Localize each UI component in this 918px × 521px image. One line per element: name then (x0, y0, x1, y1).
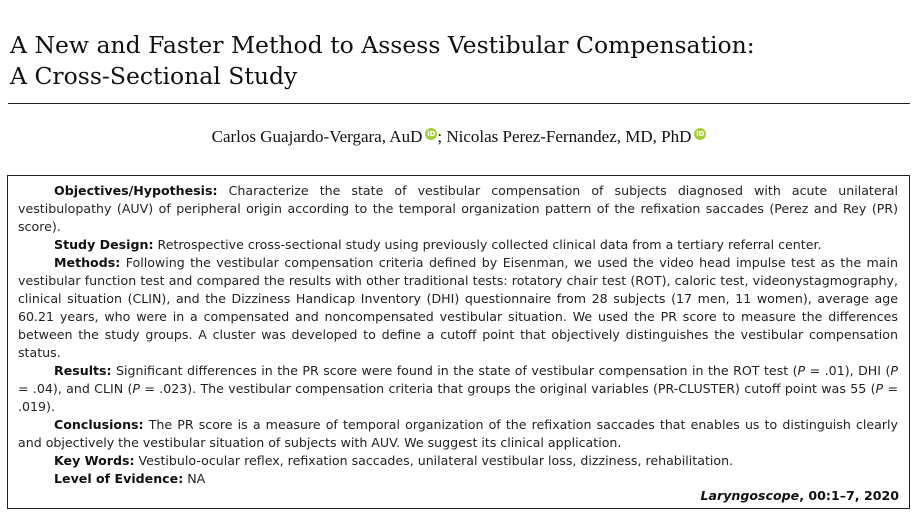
keywords-text: Vestibulo-ocular reflex, refixation saccades, unilateral vestibular loss, dizziness, rehabilitation. (134, 453, 734, 468)
results-text: = .04), and CLIN ( (18, 381, 133, 396)
results-text: = .01), DHI ( (805, 363, 891, 378)
p-symbol: P (875, 381, 884, 396)
results-text: = .019). (18, 381, 898, 414)
evidence-label: Level of Evidence: (54, 471, 184, 486)
journal-citation (700, 488, 899, 503)
orcid-icon[interactable]: iD (696, 130, 705, 138)
results-text: Significant differences in the PR score were found in the state of vestibular compensation in the ROT test ( (111, 363, 798, 378)
objectives-text: Characterize the state of vestibular compensation of subjects diagnosed with acute unilateral vestibulopathy (AUV) of peripheral origin according to the temporal organization pattern of the refixation saccades (Perez and Rey (PR) score). (18, 183, 898, 234)
author-separator: ; (437, 127, 447, 146)
conclusions-label: Conclusions: (54, 417, 144, 432)
author-list (0, 127, 918, 147)
p-symbol: P (797, 363, 806, 378)
title-divider (8, 103, 910, 104)
methods-label: Methods: (54, 255, 121, 270)
objectives-paragraph (18, 182, 898, 236)
author-name: Nicolas Perez-Fernandez, MD, PhD (446, 127, 692, 146)
p-symbol: P (132, 381, 140, 396)
orcid-icon[interactable]: iD (427, 130, 436, 138)
article-title (10, 30, 910, 92)
results-label: Results: (54, 363, 112, 378)
author-name: Carlos Guajardo-Vergara, AuD (211, 127, 423, 146)
results-text: = .023). The vestibular compensation criteria that groups the original variables (PR-CLUSTER) cutoff point was 55 ( (139, 381, 876, 396)
conclusions-paragraph (18, 416, 898, 452)
design-label: Study Design: (54, 237, 154, 252)
evidence-text: NA (183, 471, 206, 486)
abstract-box (7, 175, 910, 509)
design-paragraph (18, 236, 898, 254)
citation-details: , 00:1–7, 2020 (799, 488, 899, 503)
methods-text: Following the vestibular compensation criteria defined by Eisenman, we used the video head impulse test as the main vestibular function test and compared the results with other traditional tests: rotatory chair test (ROT), caloric test, videonystagmography, clinical situation (CLIN), and the Dizziness Handicap Inventory (DHI) questionnaire from 28 subjects (17 men, 11 women), average age 60.21 years, who were in a compensated and noncompensated vestibular situation. We used the PR score to measure the differences between the study groups. A cluster was developed to define a cutoff point that objectively distinguishes the vestibular compensation status. (18, 255, 898, 360)
conclusions-text: The PR score is a measure of temporal organization of the refixation saccades that enables us to distinguish clearly and objectively the vestibular situation of subjects with AUV. We suggest its clinical application. (18, 417, 898, 450)
design-text: Retrospective cross-sectional study using previously collected clinical data from a tertiary referral center. (153, 237, 822, 252)
title-line-1: A New and Faster Method to Assess Vestibular Compensation: (10, 31, 755, 59)
keywords-paragraph (18, 452, 898, 470)
keywords-label: Key Words: (54, 453, 135, 468)
methods-paragraph (18, 254, 898, 362)
title-line-2: A Cross-Sectional Study (10, 62, 298, 90)
objectives-label: Objectives/Hypothesis: (54, 183, 218, 198)
abstract-text (18, 182, 898, 488)
p-symbol: P (890, 363, 898, 378)
results-paragraph (18, 362, 898, 416)
evidence-paragraph (18, 470, 898, 488)
journal-name: Laryngoscope (700, 488, 800, 503)
